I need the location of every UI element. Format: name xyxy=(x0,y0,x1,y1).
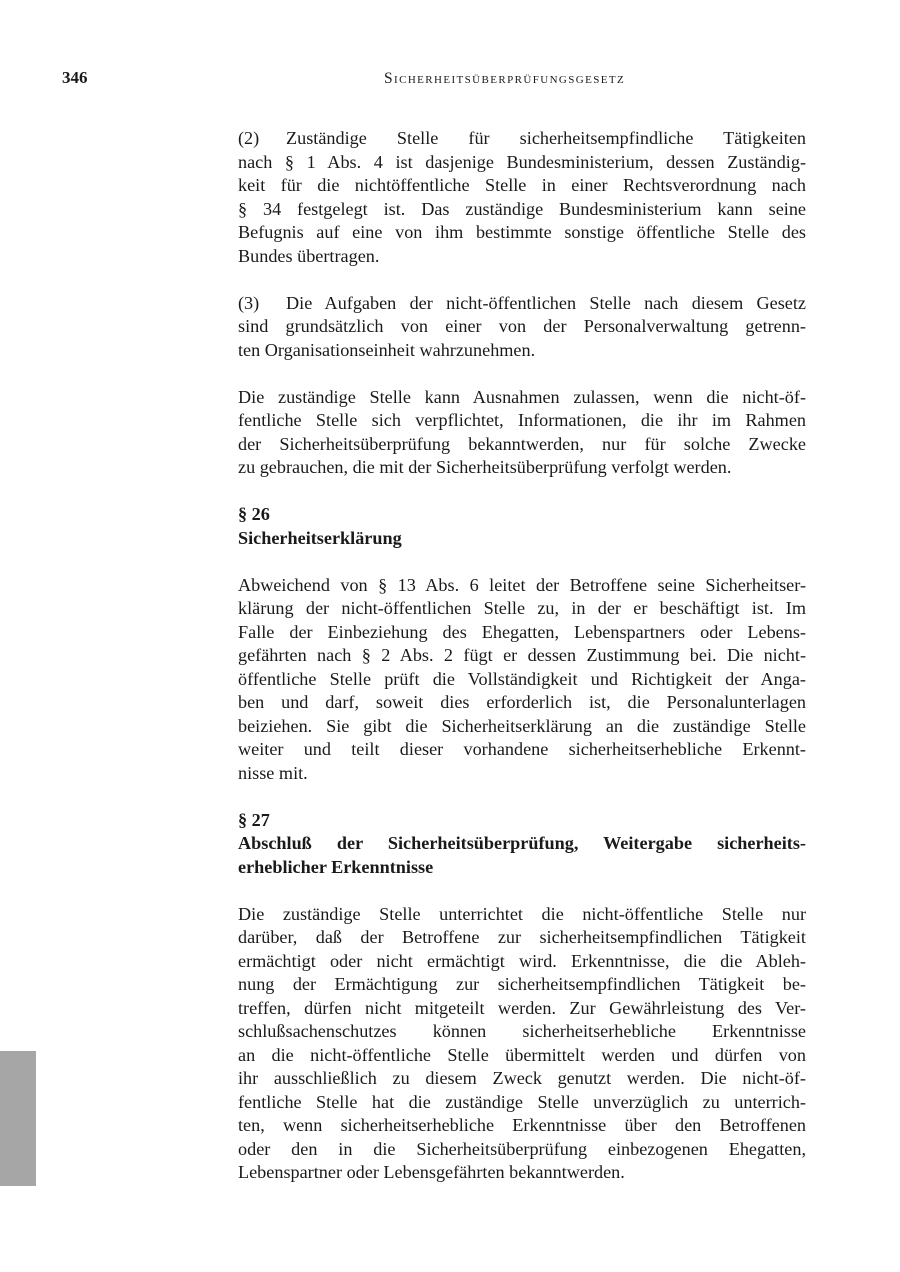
paragraph-line: zu gebrauchen, die mit der Sicherheitsüberprüfung verfolgt werden. xyxy=(238,457,732,477)
paragraph-line: treffen, dürfen nicht mitgeteilt werden. Zur Gewährleistung des Ver- xyxy=(238,997,806,1018)
paragraph-line: Lebenspartner oder Lebensgefährten bekanntwerden. xyxy=(238,1162,625,1182)
section-title: Abschluß der Sicherheitsüberprüfung, Weitergabe sicherheits- xyxy=(238,833,806,853)
paragraph-2 xyxy=(238,127,806,268)
section-title: Sicherheitserklärung xyxy=(238,527,402,548)
section-title: erheblicher Erkenntnisse xyxy=(238,856,434,877)
paragraph-line: Befugnis auf eine von ihm bestimmte sonstige öffentliche Stelle des xyxy=(238,222,806,242)
paragraph-line: oder den in die Sicherheitsüberprüfung einbezogenen Ehegatten, xyxy=(238,1138,806,1159)
section-number: § 26 xyxy=(238,504,270,524)
paragraph-3 xyxy=(238,292,806,363)
paragraph-line: klärung der nicht-öffentlichen Stelle zu, in der er beschäftigt ist. Im xyxy=(238,598,806,618)
paragraph-line: fentliche Stelle sich verpflichtet, Informationen, die ihr im Rahmen xyxy=(238,410,806,430)
paragraph-line: Bundes übertragen. xyxy=(238,245,380,266)
paragraph-line: Die zuständige Stelle kann Ausnahmen zulassen, wenn die nicht-öf- xyxy=(238,386,806,407)
paragraph-line: Die zuständige Stelle unterrichtet die nicht-öffentliche Stelle nur xyxy=(238,903,806,924)
paragraph-line: beiziehen. Sie gibt die Sicherheitserklärung an die zuständige Stelle xyxy=(238,715,806,736)
paragraph-line: ihr ausschließlich zu diesem Zweck genutzt werden. Die nicht-öf- xyxy=(238,1068,806,1088)
paragraph-number: (3) xyxy=(238,292,260,313)
paragraph-line: keit für die nichtöffentliche Stelle in einer Rechtsverordnung nach xyxy=(238,175,806,195)
paragraph-line: darüber, daß der Betroffene zur sicherheitsempfindlichen Tätigkeit xyxy=(238,927,806,947)
paragraph-line: schlußsachenschutzes können sicherheitserhebliche Erkenntnisse xyxy=(238,1021,806,1041)
paragraph-line: ten, wenn sicherheitserhebliche Erkenntnisse über den Betroffenen xyxy=(238,1115,806,1135)
paragraph-line: nach § 1 Abs. 4 ist dasjenige Bundesministerium, dessen Zuständig- xyxy=(238,151,806,172)
paragraph-line: fentliche Stelle hat die zuständige Stelle unverzüglich zu unterrich- xyxy=(238,1091,806,1112)
paragraph-line: weiter und teilt dieser vorhandene sicherheitserhebliche Erkennt- xyxy=(238,739,806,759)
page-content xyxy=(238,127,806,1185)
running-head: Sicherheitsüberprüfungsgesetz xyxy=(384,70,626,87)
paragraph-line: nisse mit. xyxy=(238,762,308,783)
paragraph-line: Falle der Einbeziehung des Ehegatten, Lebenspartners oder Lebens- xyxy=(238,621,806,642)
thumb-index-marker xyxy=(0,1051,36,1186)
paragraph-line: (2) Zuständige Stelle für sicherheitsempfindliche Tätigkeiten xyxy=(238,127,806,151)
paragraph-line: der Sicherheitsüberprüfung bekanntwerden, nur für solche Zwecke xyxy=(238,433,806,454)
page-number: 346 xyxy=(62,68,88,87)
paragraph-line: ben und darf, soweit dies erforderlich ist, die Personalunterlagen xyxy=(238,692,806,712)
paragraph-number: (2) xyxy=(238,128,260,148)
paragraph-line: Abweichend von § 13 Abs. 6 leitet der Betroffene seine Sicherheitser- xyxy=(238,574,806,595)
paragraph-line: öffentliche Stelle prüft die Vollständigkeit und Richtigkeit der Anga- xyxy=(238,668,806,689)
section-27 xyxy=(238,809,806,1185)
paragraph-line: (3) Die Aufgaben der nicht-öffentlichen Stelle nach diesem Gesetz xyxy=(238,292,806,316)
section-number: § 27 xyxy=(238,809,270,830)
section-26 xyxy=(238,503,806,785)
paragraph-line: an die nicht-öffentliche Stelle übermittelt werden und dürfen von xyxy=(238,1044,806,1065)
paragraph-line: ten Organisationseinheit wahrzunehmen. xyxy=(238,339,536,360)
paragraph-line: sind grundsätzlich von einer von der Personalverwaltung getrenn- xyxy=(238,316,806,336)
paragraph-line: ermächtigt oder nicht ermächtigt wird. Erkenntnisse, die die Ableh- xyxy=(238,950,806,971)
paragraph-line: § 34 festgelegt ist. Das zuständige Bundesministerium kann seine xyxy=(238,198,806,219)
paragraph-line: nung der Ermächtigung zur sicherheitsempfindlichen Tätigkeit be- xyxy=(238,974,806,994)
paragraph-line: gefährten nach § 2 Abs. 2 fügt er dessen Zustimmung bei. Die nicht- xyxy=(238,645,806,665)
paragraph-3-exceptions xyxy=(238,386,806,480)
